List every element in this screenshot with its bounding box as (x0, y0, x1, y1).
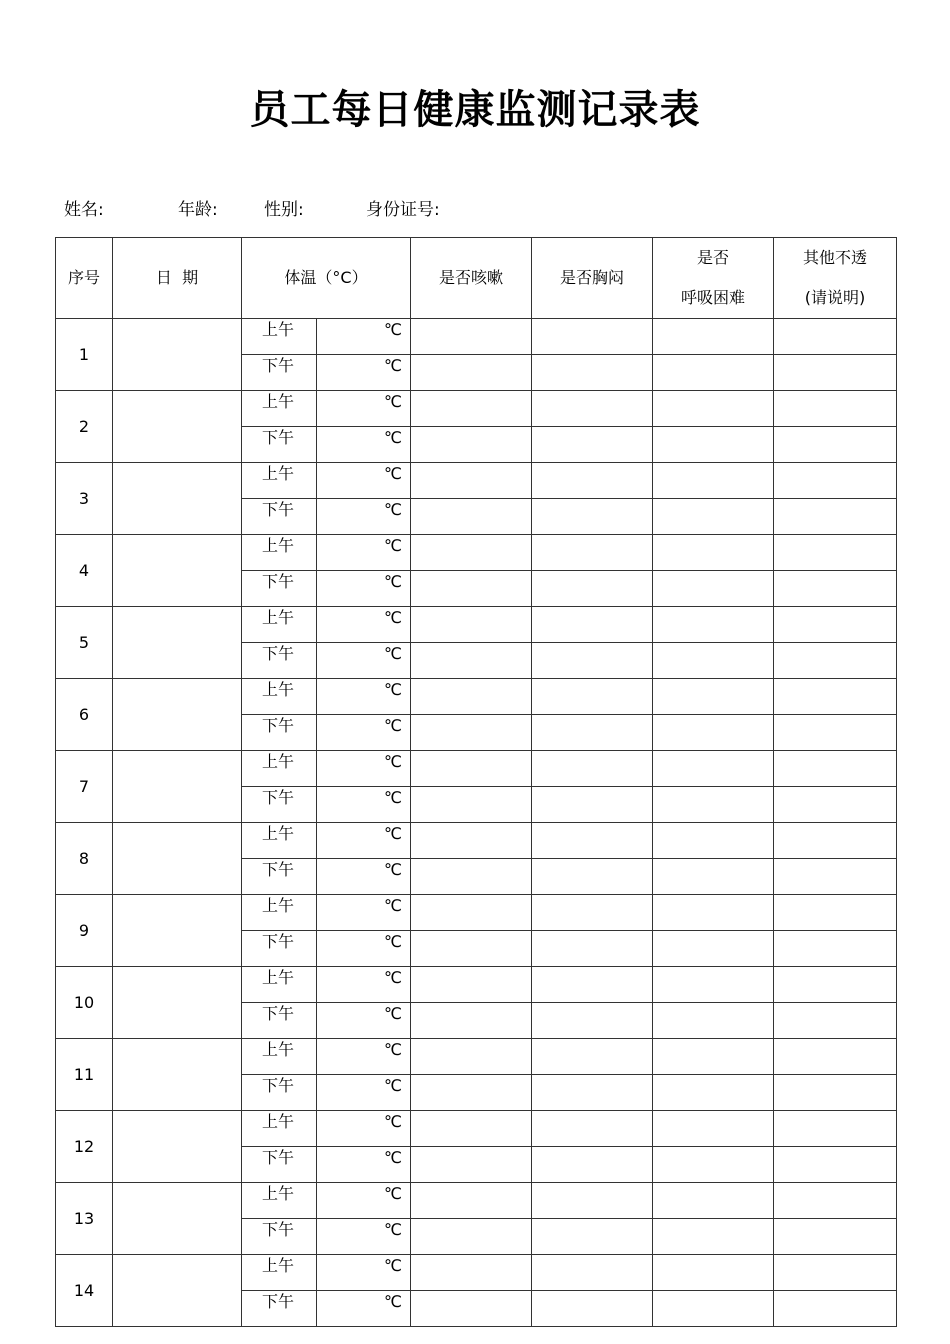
header-other-symptoms (774, 238, 897, 319)
header-chest-tightness: 是否胸闷 (532, 238, 653, 319)
date-cell[interactable] (113, 967, 242, 1039)
pm-breathing-cell[interactable] (653, 1219, 774, 1255)
date-cell[interactable] (113, 463, 242, 535)
header-breathing-difficulty (653, 238, 774, 319)
pm-cough-cell[interactable] (411, 499, 532, 535)
am-label: 上午 (242, 535, 317, 571)
name-label: 姓名: (64, 200, 104, 220)
table-row (56, 1183, 897, 1219)
row-number: 4 (56, 535, 113, 607)
pm-breathing-cell[interactable] (653, 499, 774, 535)
pm-other-cell[interactable] (774, 499, 897, 535)
am-temperature-cell[interactable]: ℃ (317, 1183, 411, 1219)
am-chest-cell[interactable] (532, 895, 653, 931)
am-other-cell[interactable] (774, 823, 897, 859)
row-number: 8 (56, 823, 113, 895)
row-number: 1 (56, 319, 113, 391)
am-chest-cell[interactable] (532, 1039, 653, 1075)
row-number: 7 (56, 751, 113, 823)
pm-cough-cell[interactable] (411, 1147, 532, 1183)
date-cell[interactable] (113, 823, 242, 895)
table-row (56, 1111, 897, 1147)
pm-breathing-cell[interactable] (653, 1291, 774, 1327)
pm-temperature-cell[interactable]: ℃ (317, 499, 411, 535)
pm-label: 下午 (242, 643, 317, 679)
table-row (56, 535, 897, 571)
row-number: 10 (56, 967, 113, 1039)
pm-other-cell[interactable] (774, 1003, 897, 1039)
am-cough-cell[interactable] (411, 679, 532, 715)
pm-cough-cell[interactable] (411, 1219, 532, 1255)
pm-breathing-cell[interactable] (653, 427, 774, 463)
date-cell[interactable] (113, 1039, 242, 1111)
am-cough-cell[interactable] (411, 319, 532, 355)
pm-temperature-cell[interactable]: ℃ (317, 427, 411, 463)
am-cough-cell[interactable] (411, 391, 532, 427)
pm-other-cell[interactable] (774, 427, 897, 463)
am-label: 上午 (242, 679, 317, 715)
pm-temperature-cell[interactable]: ℃ (317, 787, 411, 823)
am-breathing-cell[interactable] (653, 391, 774, 427)
pm-label: 下午 (242, 1003, 317, 1039)
pm-cough-cell[interactable] (411, 715, 532, 751)
pm-breathing-cell[interactable] (653, 715, 774, 751)
am-other-cell[interactable] (774, 679, 897, 715)
am-cough-cell[interactable] (411, 1039, 532, 1075)
pm-cough-cell[interactable] (411, 787, 532, 823)
date-cell[interactable] (113, 535, 242, 607)
am-breathing-cell[interactable] (653, 1183, 774, 1219)
pm-chest-cell[interactable] (532, 1291, 653, 1327)
am-temperature-cell[interactable]: ℃ (317, 1255, 411, 1291)
am-label: 上午 (242, 1183, 317, 1219)
header-other-line2: (请说明) (804, 288, 866, 307)
header-date: 日 期 (113, 238, 242, 319)
date-cell[interactable] (113, 391, 242, 463)
am-other-cell[interactable] (774, 1039, 897, 1075)
pm-chest-cell[interactable] (532, 1075, 653, 1111)
am-chest-cell[interactable] (532, 967, 653, 1003)
pm-chest-cell[interactable] (532, 1147, 653, 1183)
am-label: 上午 (242, 1039, 317, 1075)
pm-breathing-cell[interactable] (653, 1147, 774, 1183)
pm-temperature-cell[interactable]: ℃ (317, 1075, 411, 1111)
am-temperature-cell[interactable]: ℃ (317, 967, 411, 1003)
pm-temperature-cell[interactable]: ℃ (317, 355, 411, 391)
am-cough-cell[interactable] (411, 1255, 532, 1291)
pm-temperature-cell[interactable]: ℃ (317, 1147, 411, 1183)
am-temperature-cell[interactable]: ℃ (317, 535, 411, 571)
am-other-cell[interactable] (774, 1255, 897, 1291)
table-row (56, 463, 897, 499)
pm-temperature-cell[interactable]: ℃ (317, 1291, 411, 1327)
pm-temperature-cell[interactable]: ℃ (317, 931, 411, 967)
header-temperature: 体温（°C） (242, 238, 411, 319)
am-label: 上午 (242, 607, 317, 643)
table-row (56, 751, 897, 787)
date-cell[interactable] (113, 1111, 242, 1183)
am-temperature-cell[interactable]: ℃ (317, 1039, 411, 1075)
pm-other-cell[interactable] (774, 859, 897, 895)
pm-label: 下午 (242, 1291, 317, 1327)
pm-temperature-cell[interactable]: ℃ (317, 1003, 411, 1039)
pm-cough-cell[interactable] (411, 571, 532, 607)
table-row (56, 679, 897, 715)
pm-chest-cell[interactable] (532, 787, 653, 823)
pm-temperature-cell[interactable]: ℃ (317, 859, 411, 895)
date-cell[interactable] (113, 679, 242, 751)
table-row (56, 895, 897, 931)
row-number: 11 (56, 1039, 113, 1111)
pm-breathing-cell[interactable] (653, 1003, 774, 1039)
am-other-cell[interactable] (774, 895, 897, 931)
pm-chest-cell[interactable] (532, 355, 653, 391)
id-number-label: 身份证号: (366, 200, 440, 220)
am-breathing-cell[interactable] (653, 535, 774, 571)
row-number: 2 (56, 391, 113, 463)
pm-cough-cell[interactable] (411, 931, 532, 967)
pm-breathing-cell[interactable] (653, 643, 774, 679)
table-row (56, 319, 897, 355)
am-cough-cell[interactable] (411, 535, 532, 571)
pm-chest-cell[interactable] (532, 931, 653, 967)
table-row (56, 607, 897, 643)
pm-chest-cell[interactable] (532, 427, 653, 463)
am-cough-cell[interactable] (411, 967, 532, 1003)
am-temperature-cell[interactable]: ℃ (317, 895, 411, 931)
am-cough-cell[interactable] (411, 1111, 532, 1147)
am-temperature-cell[interactable]: ℃ (317, 607, 411, 643)
pm-chest-cell[interactable] (532, 643, 653, 679)
am-chest-cell[interactable] (532, 1111, 653, 1147)
pm-chest-cell[interactable] (532, 1003, 653, 1039)
pm-breathing-cell[interactable] (653, 1075, 774, 1111)
pm-other-cell[interactable] (774, 355, 897, 391)
header-seq: 序号 (56, 238, 113, 319)
pm-label: 下午 (242, 931, 317, 967)
health-record-table (55, 237, 897, 1327)
am-breathing-cell[interactable] (653, 463, 774, 499)
row-number: 14 (56, 1255, 113, 1327)
am-other-cell[interactable] (774, 1111, 897, 1147)
pm-label: 下午 (242, 571, 317, 607)
pm-other-cell[interactable] (774, 643, 897, 679)
table-row (56, 391, 897, 427)
am-breathing-cell[interactable] (653, 607, 774, 643)
pm-label: 下午 (242, 859, 317, 895)
am-cough-cell[interactable] (411, 895, 532, 931)
pm-label: 下午 (242, 715, 317, 751)
pm-other-cell[interactable] (774, 1291, 897, 1327)
row-number: 5 (56, 607, 113, 679)
pm-cough-cell[interactable] (411, 355, 532, 391)
am-chest-cell[interactable] (532, 1255, 653, 1291)
am-cough-cell[interactable] (411, 463, 532, 499)
pm-other-cell[interactable] (774, 1075, 897, 1111)
pm-label: 下午 (242, 1219, 317, 1255)
am-temperature-cell[interactable]: ℃ (317, 463, 411, 499)
am-label: 上午 (242, 1255, 317, 1291)
table-row (56, 967, 897, 1003)
pm-cough-cell[interactable] (411, 643, 532, 679)
row-number: 12 (56, 1111, 113, 1183)
pm-cough-cell[interactable] (411, 1003, 532, 1039)
pm-temperature-cell[interactable]: ℃ (317, 715, 411, 751)
row-number: 6 (56, 679, 113, 751)
gender-label: 性别: (264, 200, 304, 220)
date-cell[interactable] (113, 1255, 242, 1327)
pm-cough-cell[interactable] (411, 1075, 532, 1111)
am-temperature-cell[interactable]: ℃ (317, 679, 411, 715)
am-label: 上午 (242, 967, 317, 1003)
am-other-cell[interactable] (774, 607, 897, 643)
header-cough: 是否咳嗽 (411, 238, 532, 319)
row-number: 13 (56, 1183, 113, 1255)
am-chest-cell[interactable] (532, 535, 653, 571)
pm-other-cell[interactable] (774, 931, 897, 967)
pm-chest-cell[interactable] (532, 499, 653, 535)
table-row (56, 823, 897, 859)
pm-label: 下午 (242, 1075, 317, 1111)
am-chest-cell[interactable] (532, 607, 653, 643)
pm-temperature-cell[interactable]: ℃ (317, 643, 411, 679)
table-row (56, 1255, 897, 1291)
row-number: 3 (56, 463, 113, 535)
am-temperature-cell[interactable]: ℃ (317, 1111, 411, 1147)
pm-label: 下午 (242, 787, 317, 823)
pm-breathing-cell[interactable] (653, 787, 774, 823)
am-temperature-cell[interactable]: ℃ (317, 823, 411, 859)
date-cell[interactable] (113, 751, 242, 823)
pm-breathing-cell[interactable] (653, 355, 774, 391)
am-label: 上午 (242, 463, 317, 499)
am-other-cell[interactable] (774, 535, 897, 571)
am-chest-cell[interactable] (532, 391, 653, 427)
pm-other-cell[interactable] (774, 715, 897, 751)
am-breathing-cell[interactable] (653, 679, 774, 715)
am-cough-cell[interactable] (411, 823, 532, 859)
am-breathing-cell[interactable] (653, 319, 774, 355)
am-other-cell[interactable] (774, 319, 897, 355)
date-cell[interactable] (113, 1183, 242, 1255)
date-cell[interactable] (113, 895, 242, 967)
am-chest-cell[interactable] (532, 1183, 653, 1219)
header-row (56, 238, 897, 319)
am-breathing-cell[interactable] (653, 823, 774, 859)
pm-cough-cell[interactable] (411, 427, 532, 463)
header-other-line1: 其他不透 (802, 248, 867, 267)
am-label: 上午 (242, 751, 317, 787)
am-temperature-cell[interactable]: ℃ (317, 751, 411, 787)
pm-chest-cell[interactable] (532, 715, 653, 751)
pm-other-cell[interactable] (774, 1219, 897, 1255)
am-cough-cell[interactable] (411, 1183, 532, 1219)
pm-other-cell[interactable] (774, 787, 897, 823)
pm-breathing-cell[interactable] (653, 571, 774, 607)
pm-temperature-cell[interactable]: ℃ (317, 571, 411, 607)
page-title: 员工每日健康监测记录表 (249, 87, 701, 133)
am-label: 上午 (242, 823, 317, 859)
am-label: 上午 (242, 319, 317, 355)
pm-cough-cell[interactable] (411, 1291, 532, 1327)
pm-chest-cell[interactable] (532, 571, 653, 607)
am-chest-cell[interactable] (532, 679, 653, 715)
am-other-cell[interactable] (774, 463, 897, 499)
am-breathing-cell[interactable] (653, 751, 774, 787)
am-cough-cell[interactable] (411, 751, 532, 787)
am-other-cell[interactable] (774, 391, 897, 427)
table-row (56, 1039, 897, 1075)
am-label: 上午 (242, 391, 317, 427)
pm-breathing-cell[interactable] (653, 931, 774, 967)
pm-chest-cell[interactable] (532, 1219, 653, 1255)
am-breathing-cell[interactable] (653, 1039, 774, 1075)
am-chest-cell[interactable] (532, 463, 653, 499)
am-chest-cell[interactable] (532, 823, 653, 859)
am-breathing-cell[interactable] (653, 1111, 774, 1147)
am-breathing-cell[interactable] (653, 895, 774, 931)
pm-other-cell[interactable] (774, 1147, 897, 1183)
am-cough-cell[interactable] (411, 607, 532, 643)
pm-other-cell[interactable] (774, 571, 897, 607)
pm-label: 下午 (242, 427, 317, 463)
pm-label: 下午 (242, 1147, 317, 1183)
am-breathing-cell[interactable] (653, 1255, 774, 1291)
am-other-cell[interactable] (774, 967, 897, 1003)
am-chest-cell[interactable] (532, 751, 653, 787)
am-temperature-cell[interactable]: ℃ (317, 391, 411, 427)
pm-chest-cell[interactable] (532, 859, 653, 895)
header-breathing-line1: 是否 (696, 248, 729, 267)
personal-info-row (0, 196, 950, 224)
am-other-cell[interactable] (774, 1183, 897, 1219)
pm-label: 下午 (242, 355, 317, 391)
am-breathing-cell[interactable] (653, 967, 774, 1003)
am-temperature-cell[interactable]: ℃ (317, 319, 411, 355)
date-cell[interactable] (113, 607, 242, 679)
pm-label: 下午 (242, 499, 317, 535)
am-label: 上午 (242, 895, 317, 931)
am-chest-cell[interactable] (532, 319, 653, 355)
pm-breathing-cell[interactable] (653, 859, 774, 895)
am-label: 上午 (242, 1111, 317, 1147)
row-number: 9 (56, 895, 113, 967)
date-cell[interactable] (113, 319, 242, 391)
header-breathing-line2: 呼吸困难 (680, 288, 745, 307)
pm-cough-cell[interactable] (411, 859, 532, 895)
pm-temperature-cell[interactable]: ℃ (317, 1219, 411, 1255)
age-label: 年龄: (178, 200, 218, 220)
am-other-cell[interactable] (774, 751, 897, 787)
